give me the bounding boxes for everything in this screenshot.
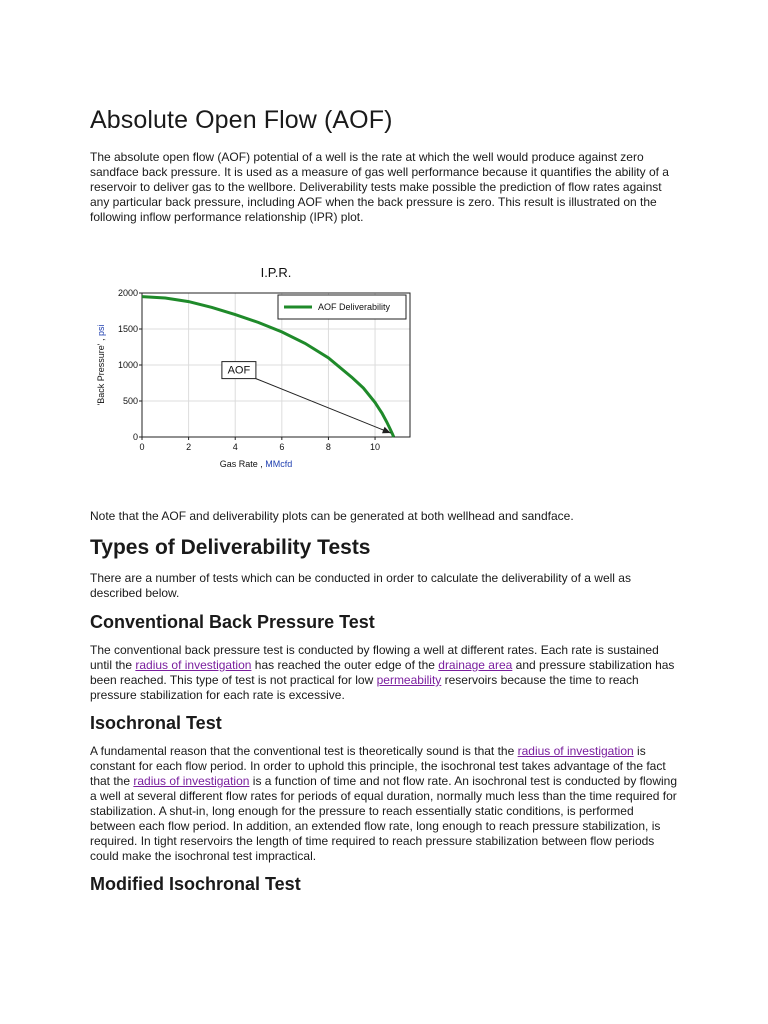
x-tick-label: 4	[232, 442, 238, 452]
types-paragraph: There are a number of tests which can be conducted in order to calculate the deliverability of a well as described below.	[90, 571, 631, 600]
radius-of-investigation-link[interactable]: radius of investigation	[517, 744, 634, 758]
annotation-label: AOF	[227, 364, 251, 377]
chart-title: I.P.R.	[260, 265, 292, 280]
isochronal-text-1: A fundamental reason that the conventional test is theoretically sound is that the	[90, 744, 518, 758]
x-axis-title: Gas Rate	[219, 459, 258, 469]
conventional-text-1: The conventional back pressure test is conducted by flowing a well at different rates. Each rate is sustained until the	[90, 643, 659, 672]
radius-of-investigation-link[interactable]: radius of investigation	[135, 658, 252, 672]
y-axis-unit: psi	[96, 324, 106, 337]
conventional-heading: Conventional Back Pressure Test	[90, 612, 375, 632]
y-axis-title: 'Back Pressure'	[96, 343, 106, 406]
isochronal-heading: Isochronal Test	[90, 713, 222, 733]
radius-of-investigation-link[interactable]: radius of investigation	[133, 774, 250, 788]
x-tick-label: 2	[186, 442, 192, 452]
y-axis-label	[96, 325, 106, 406]
x-tick-label: 10	[370, 442, 381, 452]
annotation-arrow	[256, 379, 391, 433]
conventional-text-2: has reached the outer edge of the	[251, 658, 439, 672]
x-tick-label: 8	[325, 442, 331, 452]
x-tick-label: 0	[139, 442, 145, 452]
x-axis-separator: ,	[257, 459, 266, 469]
y-tick-label: 0	[132, 432, 138, 442]
intro-paragraph: The absolute open flow (AOF) potential of a well is the rate at which the well would produce against zero sandface back pressure. It is used as a measure of gas well performance because it quantifies the ability of a reservoir to deliver gas to the wellbore. Deliverability tests make possible the prediction of flow rates against any particular back pressure, including AOF when the back pressure is zero. This result is illustrated on the following inflow performance relationship (IPR) plot.	[90, 150, 669, 224]
conventional-text-4: reservoirs because the time to reach pressure stabilization for each rate is excessive.	[90, 673, 639, 702]
conventional-text-3: and pressure stabilization has been reached. This type of test is not practical for low	[90, 658, 675, 687]
isochronal-text-3: is a function of time and not flow rate. An isochronal test is conducted by flowing a well at several different flow rates for periods of equal duration, normally much less than the time required for stabilization. A shut-in, long enough for the pressure to reach essentially static conditions, is performed between each flow period. In addition, an extended flow rate, long enough to reach pressure stabilization, is required. In tight reservoirs the length of time required to reach pressure stabilization between flow periods could make the isochronal test impractical.	[90, 774, 678, 863]
y-tick-label: 1000	[117, 360, 138, 370]
y-axis-separator: ,	[96, 336, 106, 344]
permeability-link[interactable]: permeability	[376, 673, 442, 687]
ipr-chart	[90, 260, 430, 475]
x-axis-unit: MMcfd	[265, 459, 293, 469]
isochronal-paragraph	[90, 744, 680, 864]
conventional-paragraph	[90, 643, 680, 703]
x-axis-label	[220, 459, 293, 469]
y-tick-label: 2000	[117, 288, 138, 298]
modified-isochronal-heading: Modified Isochronal Test	[90, 874, 301, 894]
chart-legend	[278, 295, 406, 319]
y-tick-label: 1500	[117, 324, 138, 334]
aof-annotation	[222, 362, 391, 434]
note-paragraph: Note that the AOF and deliverability plots can be generated at both wellhead and sandface.	[90, 509, 574, 523]
legend-label: AOF Deliverability	[318, 302, 391, 312]
drainage-area-link[interactable]: drainage area	[438, 658, 513, 672]
page-title: Absolute Open Flow (AOF)	[90, 106, 393, 134]
isochronal-text-2: is constant for each flow period. In order to uphold this principle, the isochronal test takes advantage of the fact that the	[90, 744, 666, 788]
x-tick-label: 6	[279, 442, 285, 452]
y-tick-label: 500	[122, 396, 138, 406]
types-heading: Types of Deliverability Tests	[90, 536, 371, 559]
